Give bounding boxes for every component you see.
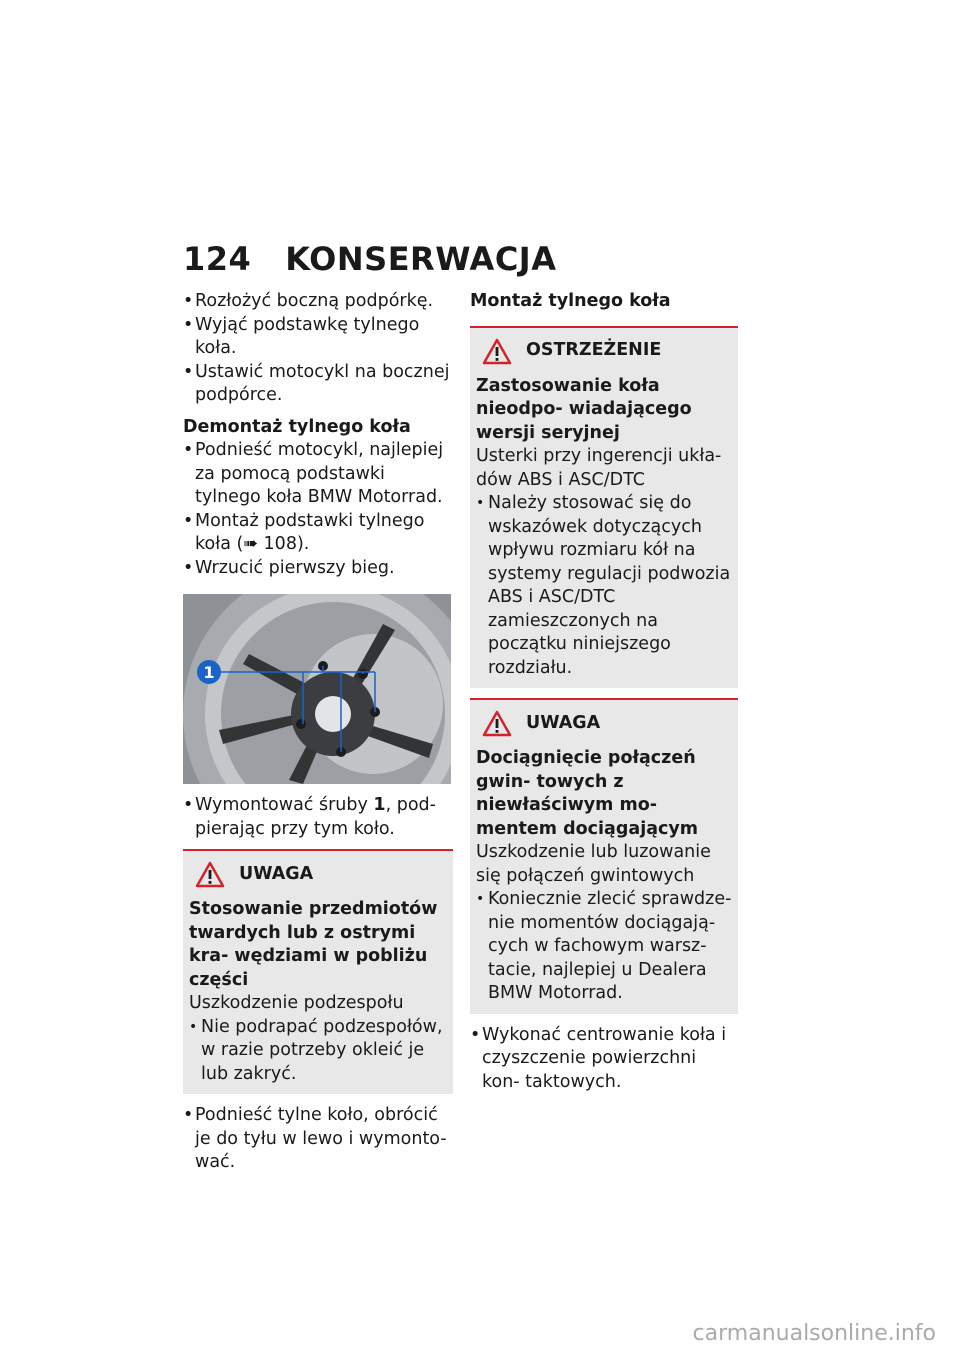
demontaz-heading: Demontaż tylnego koła (183, 416, 411, 437)
page-ref-link[interactable]: 108). (257, 534, 310, 554)
warning-bullet: • Koniecznie zlecić sprawdze- nie momentów dociągają- cych w fachowym warsz- tacie, najlepiej u Dealera BMW Motorrad. (476, 888, 732, 1006)
warning-heading: Zastosowanie koła nieodpo- wiadającego wersji seryjnej (476, 375, 692, 443)
watermark: carmanualsonline.info (692, 1321, 936, 1346)
list-item (183, 510, 453, 557)
page-number: 124 (183, 240, 252, 278)
list-item: • Podnieść motocykl, najlepiej za pomocą podstawki tylnego koła BMW Motorrad. (183, 439, 453, 510)
warning-label: OSTRZEŻENIE (526, 340, 662, 361)
list-item (183, 794, 453, 841)
warning-triangle-icon (195, 861, 225, 888)
warning-title (476, 710, 732, 737)
warning-title (476, 338, 732, 365)
page-header (183, 240, 556, 278)
warning-box (470, 698, 738, 1014)
list-item-text: Montaż podstawki tylnego koła ( (195, 510, 425, 554)
warning-bullet: • Należy stosować się do wskazówek dotyczących wpływu rozmiaru kół na systemy regulacji podwozia ABS i ASC/DTC zamieszczonych na początku niniejszego rozdziału. (476, 492, 732, 680)
page-ref-arrow-icon: ➠ (243, 534, 258, 554)
warning-label: UWAGA (526, 712, 601, 733)
left-column (183, 290, 453, 1175)
right-column (470, 290, 738, 1094)
warning-label: UWAGA (239, 863, 314, 884)
callout-number: 1 (203, 663, 215, 682)
list-item: • Rozłożyć boczną podpórkę. (183, 290, 453, 314)
warning-consequence: Usterki przy ingerencji ukła- dów ABS i ASC/DTC (476, 446, 722, 490)
warning-bullet: • Nie podrapać podzespołów, w razie potrzeby okleić je lub zakryć. (189, 1016, 447, 1087)
warning-triangle-icon (482, 338, 512, 365)
list-item: • Wykonać centrowanie koła i czyszczenie powierzchni kon- taktowych. (470, 1024, 738, 1095)
list-item-text: Wymontować śruby (195, 795, 374, 815)
chapter-title: KONSERWACJA (285, 240, 557, 278)
warning-triangle-icon (482, 710, 512, 737)
wheel-photo (183, 594, 451, 784)
list-item: • Podnieść tylne koło, obrócić je do tyłu w lewo i wymonto- wać. (183, 1104, 453, 1175)
list-item: • Ustawić motocykl na bocznej podpórce. (183, 361, 453, 408)
list-item-text: , pod- pierając przy tym koło. (195, 795, 436, 839)
warning-heading: Dociągnięcie połączeń gwin- towych z niewłaściwym mo- mentem dociągającym (476, 748, 699, 839)
montaz-heading: Montaż tylnego koła (470, 291, 671, 311)
warning-box (183, 849, 453, 1094)
warning-box (470, 326, 738, 689)
warning-consequence: Uszkodzenie podzespołu (189, 993, 404, 1013)
warning-title (189, 861, 447, 888)
list-item: • Wyjąć podstawkę tylnego koła. (183, 314, 453, 361)
list-item: • Wrzucić pierwszy bieg. (183, 557, 453, 581)
screw-ref: 1 (373, 795, 386, 815)
warning-consequence: Uszkodzenie lub luzowanie się połączeń gwintowych (476, 842, 711, 886)
warning-heading: Stosowanie przedmiotów twardych lub z ostrymi kra- wędziami w pobliżu części (189, 899, 438, 990)
